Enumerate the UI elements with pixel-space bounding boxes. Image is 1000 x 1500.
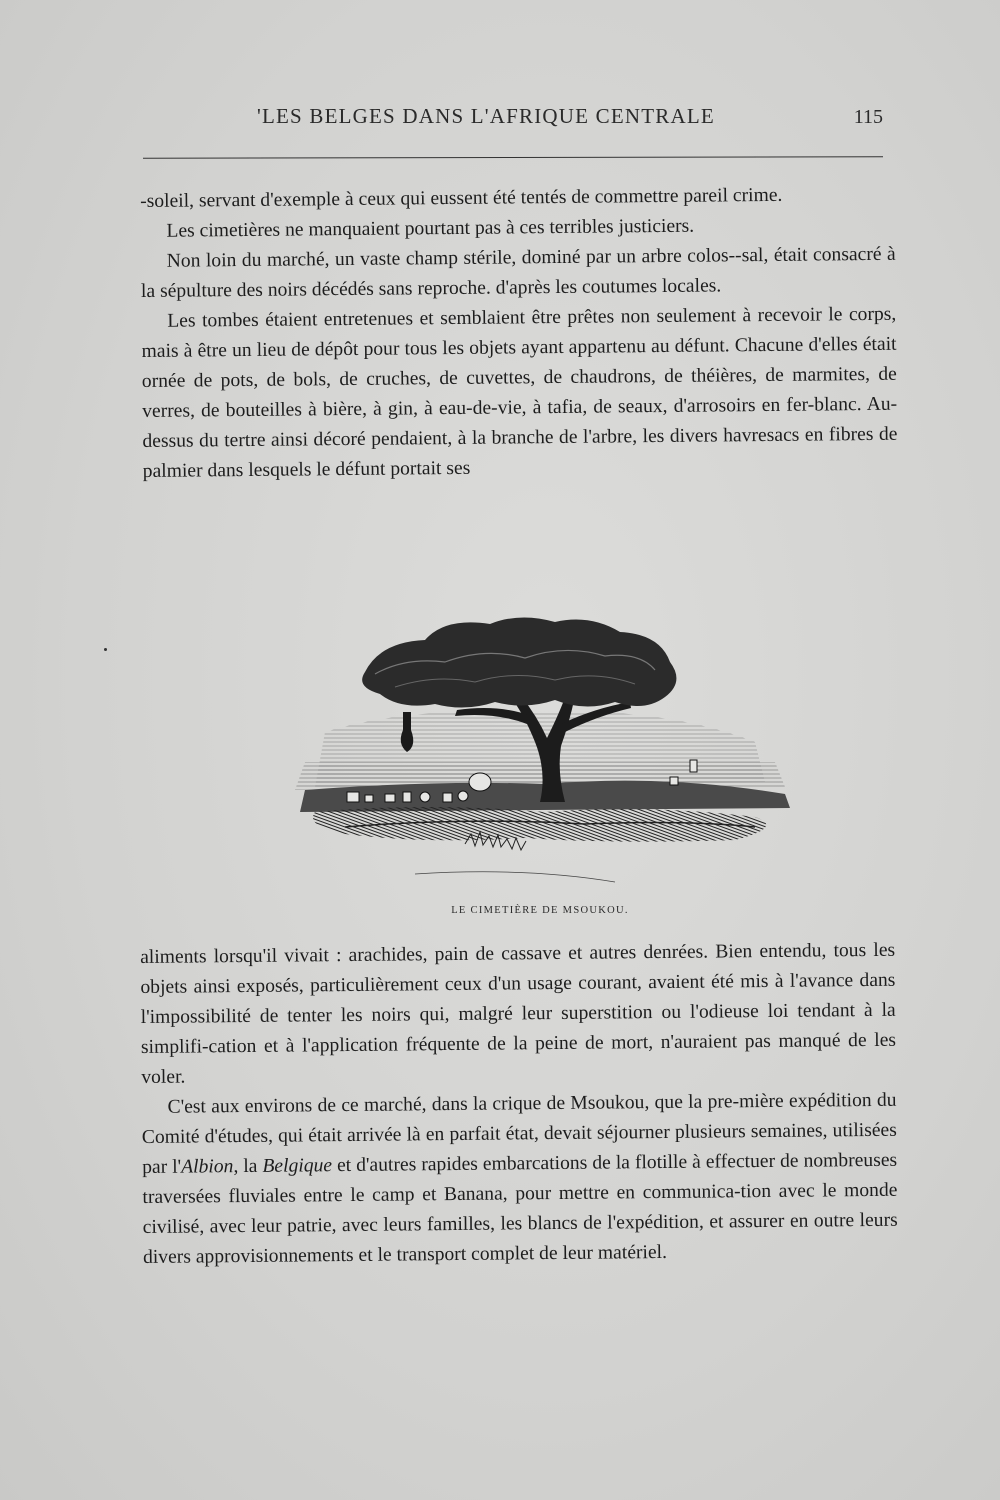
engraving-cemetery-illustration: [285, 612, 795, 892]
paragraph: [141, 1086, 898, 1273]
paragraph: Non loin du marché, un vaste champ stérile, dominé par un arbre colos--sal, était consacré à la sépulture des noirs décédés sans reproche. d'après les coutumes locales.: [140, 243, 896, 302]
running-title: 'LES BELGES DANS L'AFRIQUE CENTRALE: [257, 104, 715, 128]
paragraph-text: et d'autres rapides embarcations de la flotille à effectuer de nombreuses traversées fluviales entre le camp et Banana, pour mettre en communica-tion avec le monde civilisé, avec leur patrie, avec leurs familles, les blancs de l'expédition, et assurer en outre leurs divers approvisionnements et le transport complet de leur matériel.: [142, 1149, 898, 1268]
paragraph: -soleil, servant d'exemple à ceux qui eussent été tentés de commettre pareil crime.: [140, 184, 783, 212]
paragraph-text: , la: [233, 1155, 263, 1178]
body-text-top: [140, 180, 898, 487]
paragraph: Les cimetières ne manquaient pourtant pas à ces terribles justiciers.: [166, 215, 695, 242]
ship-name-albion: Albion: [181, 1156, 234, 1178]
ink-speck: [104, 648, 107, 651]
paragraph-text: C'est aux environs de ce marché, dans la crique de Msoukou, que la pre-mière expédition du Comité d'études, qui était arrivée là en parfait état, devait séjourner plusieurs semaines, utilisées par l': [141, 1089, 897, 1178]
body-text-bottom: [140, 936, 898, 1273]
paragraph: Les tombes étaient entretenues et semblaient être prêtes non seulement à recevoir le corps, mais à être un lieu de dépôt pour tous les objets ayant appartenu au défunt. Chacune d'elles était ornée de pots, de bols, de cruches, de cuvettes, de chaudrons, de théières, de marmites, de verres, de bouteilles à bière, à gin, à eau-de-vie, à tafia, de seaux, d'arrosoirs en fer-blanc. Au-dessus du tertre ainsi décoré pendaient, à la branche de l'arbre, les divers havresacs en fibres de palmier dans lesquels le défunt portait ses: [141, 303, 898, 482]
running-head: [145, 100, 883, 136]
ship-name-belgique: Belgique: [262, 1155, 333, 1177]
figure-caption: LE CIMETIÈRE DE MSOUKOU.: [451, 905, 629, 916]
paragraph: aliments lorsqu'il vivait : arachides, pain de cassave et autres denrées. Bien entendu, tous les objets ainsi exposés, particulièrement ceux d'un usage courant, avaient été mis à l'avance dans l'impossibilité de tenter les noirs qui, malgré leur superstition ou l'odieuse loi tendant à la simplifi-cation et à l'application fréquente de la peine de mort, n'auraient pas manqué de les voler.: [140, 939, 897, 1088]
engraving-image: [285, 612, 795, 892]
header-rule: [143, 156, 883, 159]
page-number: 115: [853, 106, 883, 128]
